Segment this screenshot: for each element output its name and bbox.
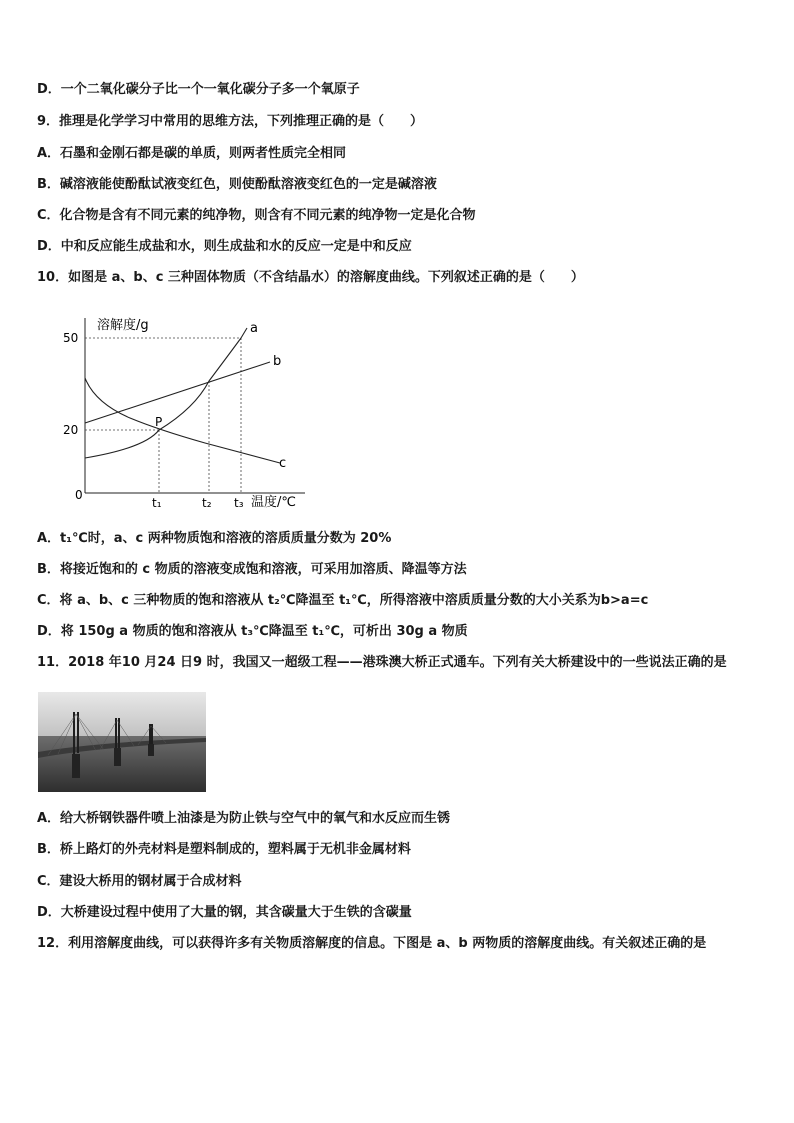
q10-option-a: A．t₁℃时，a、c 两种物质饱和溶液的溶质质量分数为 20% xyxy=(37,531,392,546)
q9-option-b: B．碱溶液能使酚酞试液变红色，则使酚酞溶液变红色的一定是碱溶液 xyxy=(37,177,437,192)
q10-option-c: C．将 a、b、c 三种物质的饱和溶液从 t₂℃降温至 t₁℃，所得溶液中溶质质量分数的大小关系为b>a=c xyxy=(37,593,649,608)
x-tick-t1: t₁ xyxy=(152,496,162,510)
question-12: 12．利用溶解度曲线，可以获得许多有关物质溶解度的信息。下图是 a、b 两物质的溶解度曲线。有关叙述正确的是 xyxy=(37,936,707,951)
series-b-label: b xyxy=(273,354,282,369)
q11-option-d: D．大桥建设过程中使用了大量的钢，其含碳量大于生铁的含碳量 xyxy=(37,905,412,920)
x-axis-label: 温度/℃ xyxy=(251,495,296,510)
q9-option-a: A．石墨和金刚石都是碳的单质，则两者性质完全相同 xyxy=(37,146,347,161)
x-tick-t3: t₃ xyxy=(234,496,244,510)
q10-option-d: D．将 150g a 物质的饱和溶液从 t₃℃降温至 t₁℃，可析出 30g a 物质 xyxy=(37,624,468,639)
curve-a xyxy=(85,328,247,458)
q11-option-a: A．给大桥钢铁器件喷上油漆是为防止铁与空气中的氧气和水反应而生锈 xyxy=(37,811,451,826)
bridge-photo xyxy=(38,692,206,792)
point-p-label: P xyxy=(155,415,163,429)
q11-option-c: C．建设大桥用的钢材属于合成材料 xyxy=(37,874,242,889)
series-c-label: c xyxy=(279,456,287,471)
q11-option-b: B．桥上路灯的外壳材料是塑料制成的，塑料属于无机非金属材料 xyxy=(37,842,411,857)
y-axis-label: 溶解度/g xyxy=(97,318,149,333)
curve-b xyxy=(85,362,270,423)
q9-option-d: D．中和反应能生成盐和水，则生成盐和水的反应一定是中和反应 xyxy=(37,239,412,254)
series-a-label: a xyxy=(250,321,258,336)
question-9: 9．推理是化学学习中常用的思维方法，下列推理正确的是（ ） xyxy=(37,114,424,129)
origin-label: 0 xyxy=(75,488,83,502)
y-tick-50: 50 xyxy=(63,331,79,345)
solubility-curve-figure xyxy=(55,308,315,513)
q8-option-d: D．一个二氧化碳分子比一个一氧化碳分子多一个氧原子 xyxy=(37,82,360,97)
q10-option-b: B．将接近饱和的 c 物质的溶液变成饱和溶液，可采用加溶质、降温等方法 xyxy=(37,562,467,577)
x-tick-t2: t₂ xyxy=(202,496,212,510)
question-10: 10．如图是 a、b、c 三种固体物质（不含结晶水）的溶解度曲线。下列叙述正确的是（ ） xyxy=(37,270,584,285)
question-11: 11．2018 年10 月24 日9 时，我国又一超级工程——港珠澳大桥正式通车。下列有关大桥建设中的一些说法正确的是 xyxy=(37,655,727,670)
q9-option-c: C．化合物是含有不同元素的纯净物，则含有不同元素的纯净物一定是化合物 xyxy=(37,208,476,223)
y-tick-20: 20 xyxy=(63,423,79,437)
